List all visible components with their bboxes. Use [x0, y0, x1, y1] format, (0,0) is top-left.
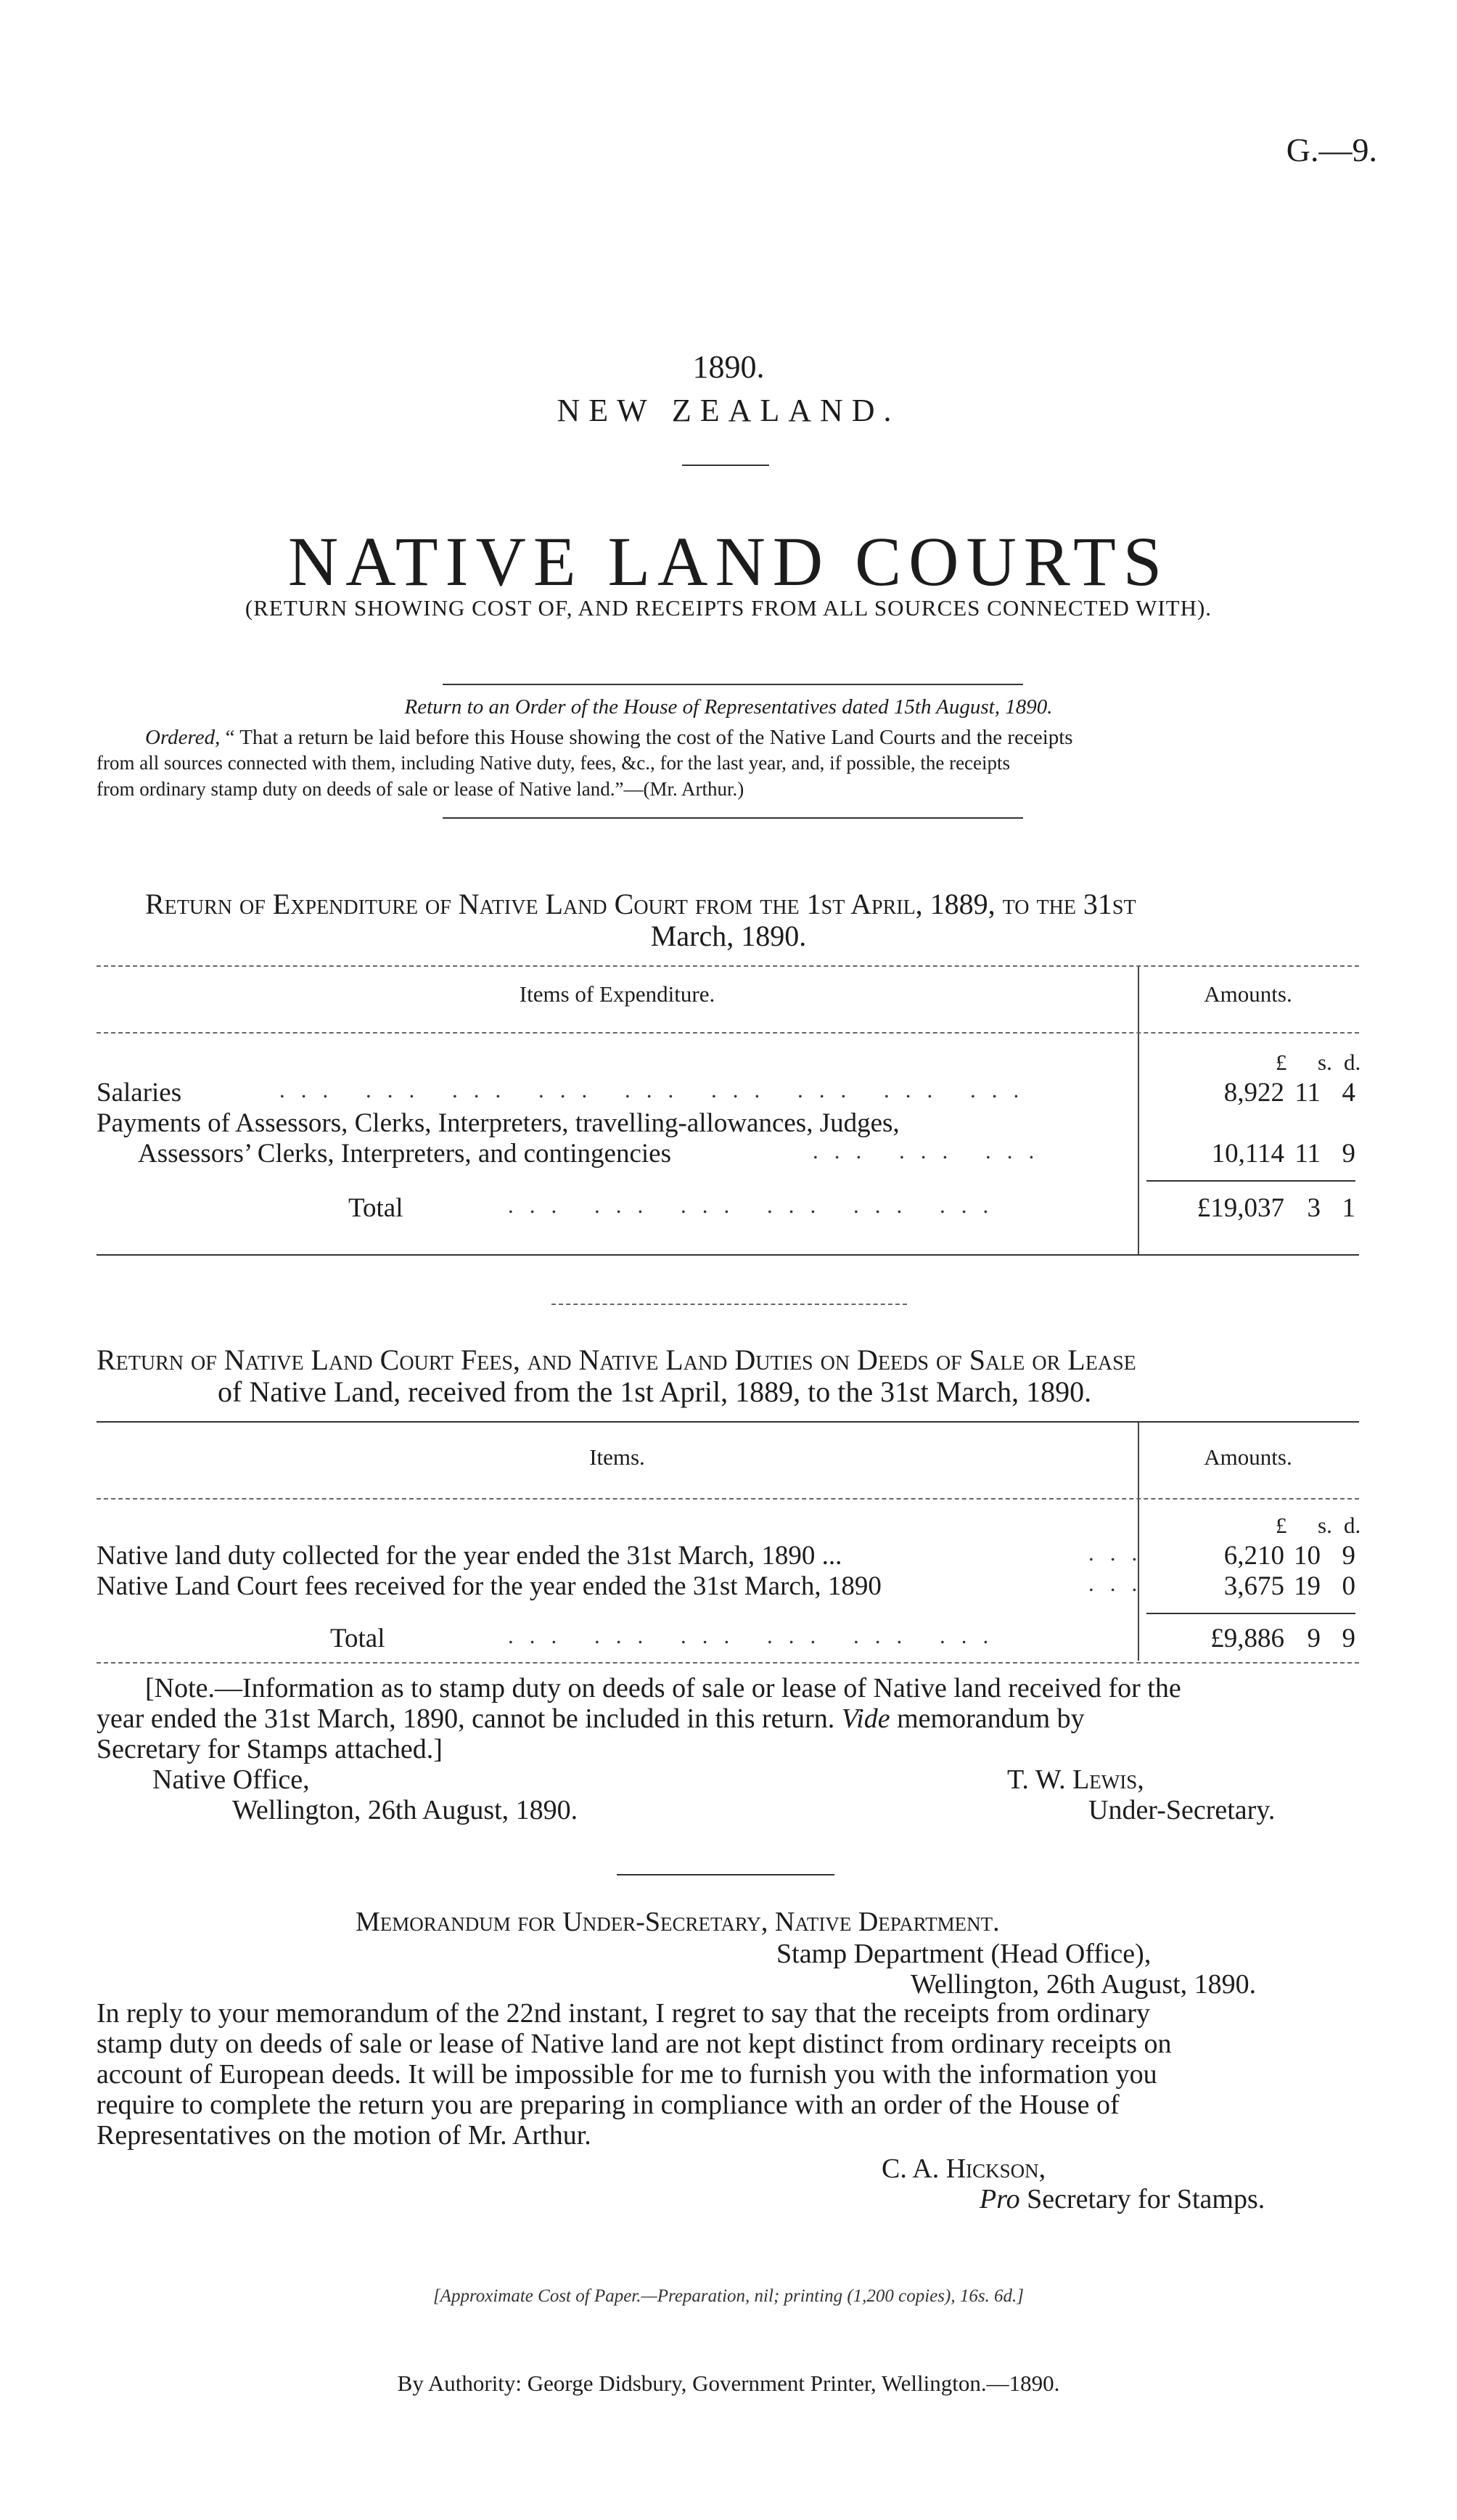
page-reference: G.—9. — [1286, 131, 1377, 168]
total-rule — [1146, 1180, 1355, 1182]
year: 1890. — [692, 349, 765, 385]
amount-pence: 4 — [1342, 1078, 1355, 1108]
order-text-line-1 — [145, 726, 1073, 750]
total-label: Total — [348, 1193, 403, 1223]
memo-from-line-2: Wellington, 26th August, 1890. — [911, 1969, 1257, 2000]
amount-shillings: 11 — [1294, 1139, 1321, 1169]
expenditure-heading-line-1: Return of Expenditure of Native Land Court from the 1st April, 1889, to the 31st — [145, 888, 1136, 920]
table-top-rule — [97, 965, 1359, 967]
table-row-label-continued: Assessors’ Clerks, Interpreters, and contingencies — [138, 1139, 671, 1169]
divider — [551, 1304, 907, 1305]
order-return-line: Return to an Order of the House of Representatives dated 15th August, 1890. — [404, 695, 1053, 719]
total-pounds: £19,037 — [1197, 1193, 1284, 1223]
amount-pence: 9 — [1342, 1541, 1355, 1571]
total-rule — [1146, 1613, 1355, 1614]
amount-pence: 0 — [1342, 1571, 1355, 1601]
memo-signer: C. A. Hickson, — [882, 2153, 1046, 2184]
column-header-amounts: Amounts. — [1204, 1444, 1292, 1470]
note-place-date: Wellington, 26th August, 1890. — [232, 1795, 578, 1825]
leader-dots: ... ... ... ... ... ... ... ... ... — [279, 1077, 1035, 1102]
note-signer: T. W. Lewis, — [1007, 1764, 1144, 1795]
total-pence: 1 — [1342, 1193, 1355, 1223]
imprint: By Authority: George Didsbury, Government Printer, Wellington.—1890. — [397, 2370, 1060, 2396]
leader-dots: ... ... ... — [813, 1138, 1051, 1163]
total-label: Total — [330, 1624, 385, 1653]
divider — [443, 817, 1023, 819]
amount-shillings: 10 — [1294, 1541, 1321, 1571]
table-row-label: Payments of Assessors, Clerks, Interpreters, travelling-allowances, Judges, — [97, 1108, 900, 1138]
leader-dots: ... ... ... ... ... ... — [508, 1192, 1005, 1218]
total-shillings: 9 — [1307, 1624, 1321, 1653]
amount-shillings: 11 — [1294, 1078, 1321, 1108]
column-header-items: Items. — [589, 1444, 645, 1470]
memo-signer-title: Pro Secretary for Stamps. — [980, 2184, 1265, 2214]
note-line-2: year ended the 31st March, 1890, cannot be included in this return. Vide memorandum by — [97, 1703, 1085, 1734]
memo-from-line-1: Stamp Department (Head Office), — [776, 1939, 1152, 1969]
total-shillings: 3 — [1307, 1193, 1321, 1223]
table-row-label: Native land duty collected for the year ended the 31st March, 1890 ... — [97, 1541, 842, 1571]
memo-body-line-4: require to complete the return you are preparing in compliance with an order of the House of — [97, 2090, 1120, 2120]
fees-heading-line-1: Return of Native Land Court Fees, and Native Land Duties on Deeds of Sale or Lease — [97, 1343, 1136, 1376]
amount-pounds: 6,210 — [1223, 1541, 1284, 1571]
subtitle: (RETURN SHOWING COST OF, AND RECEIPTS FROM ALL SOURCES CONNECTED WITH). — [245, 595, 1212, 621]
cost-note: [Approximate Cost of Paper.—Preparation, nil; printing (1,200 copies), 16s. 6d.] — [432, 2286, 1025, 2306]
leader-dots: ... ... ... ... ... ... — [508, 1623, 1005, 1648]
native-office: Native Office, — [152, 1764, 310, 1795]
currency-units-row: £ s. d. — [1276, 1513, 1361, 1538]
table-row-label: Native Land Court fees received for the year ended the 31st March, 1890 — [97, 1571, 882, 1601]
ordered-text: “ That a return be laid before this House showing the cost of the Native Land Courts and the receipts — [225, 726, 1073, 749]
leader-dots: ... — [1088, 1540, 1154, 1566]
amount-pounds: 10,114 — [1211, 1139, 1284, 1169]
memo-heading: Memorandum for Under-Secretary, Native Department. — [356, 1907, 1000, 1937]
column-header-amounts: Amounts. — [1204, 981, 1292, 1007]
amount-pounds: 8,922 — [1223, 1078, 1284, 1108]
memo-body-line-3: account of European deeds. It will be impossible for me to furnish you with the information you — [97, 2059, 1157, 2090]
currency-units-row: £ s. d. — [1276, 1050, 1361, 1075]
column-header-items: Items of Expenditure. — [519, 981, 715, 1007]
fees-heading-line-2: of Native Land, received from the 1st April, 1889, to the 31st March, 1890. — [218, 1375, 1092, 1408]
note-signer-title: Under-Secretary. — [1088, 1795, 1276, 1825]
ordered-label: Ordered, — [145, 726, 221, 749]
table-bottom-rule — [97, 1254, 1359, 1256]
table-top-rule — [97, 1421, 1359, 1423]
expenditure-heading-line-2: March, 1890. — [650, 920, 807, 952]
amount-shillings: 19 — [1294, 1571, 1321, 1601]
divider — [682, 465, 769, 466]
table-bottom-rule — [97, 1662, 1359, 1664]
amount-pounds: 3,675 — [1223, 1571, 1284, 1601]
memo-body-line-5: Representatives on the motion of Mr. Arthur. — [97, 2120, 591, 2151]
total-pence: 9 — [1342, 1624, 1355, 1653]
note-line-1: [Note.—Information as to stamp duty on deeds of sale or lease of Native land received for the — [145, 1673, 1181, 1703]
country: NEW ZEALAND. — [557, 393, 900, 428]
order-text-line-2: from all sources connected with them, including Native duty, fees, &c., for the last year, and, if possible, the receipts — [97, 752, 1011, 774]
order-text-line-3: from ordinary stamp duty on deeds of sale or lease of Native land.”—(Mr. Arthur.) — [97, 778, 744, 800]
divider — [443, 684, 1023, 685]
amount-pence: 9 — [1342, 1139, 1355, 1169]
header-rule — [97, 1498, 1359, 1500]
page-title: NATIVE LAND COURTS — [287, 523, 1170, 600]
header-rule — [97, 1032, 1359, 1034]
memo-body-line-1: In reply to your memorandum of the 22nd instant, I regret to say that the receipts from ordinary — [97, 1998, 1151, 2029]
note-line-3: Secretary for Stamps attached.] — [97, 1734, 443, 1764]
total-pounds: £9,886 — [1210, 1624, 1284, 1653]
memo-body-line-2: stamp duty on deeds of sale or lease of Native land are not kept distinct from ordinary receipts on — [97, 2029, 1172, 2059]
divider — [617, 1874, 834, 1875]
table-row-label: Salaries — [97, 1078, 182, 1108]
leader-dots: ... — [1088, 1571, 1154, 1596]
